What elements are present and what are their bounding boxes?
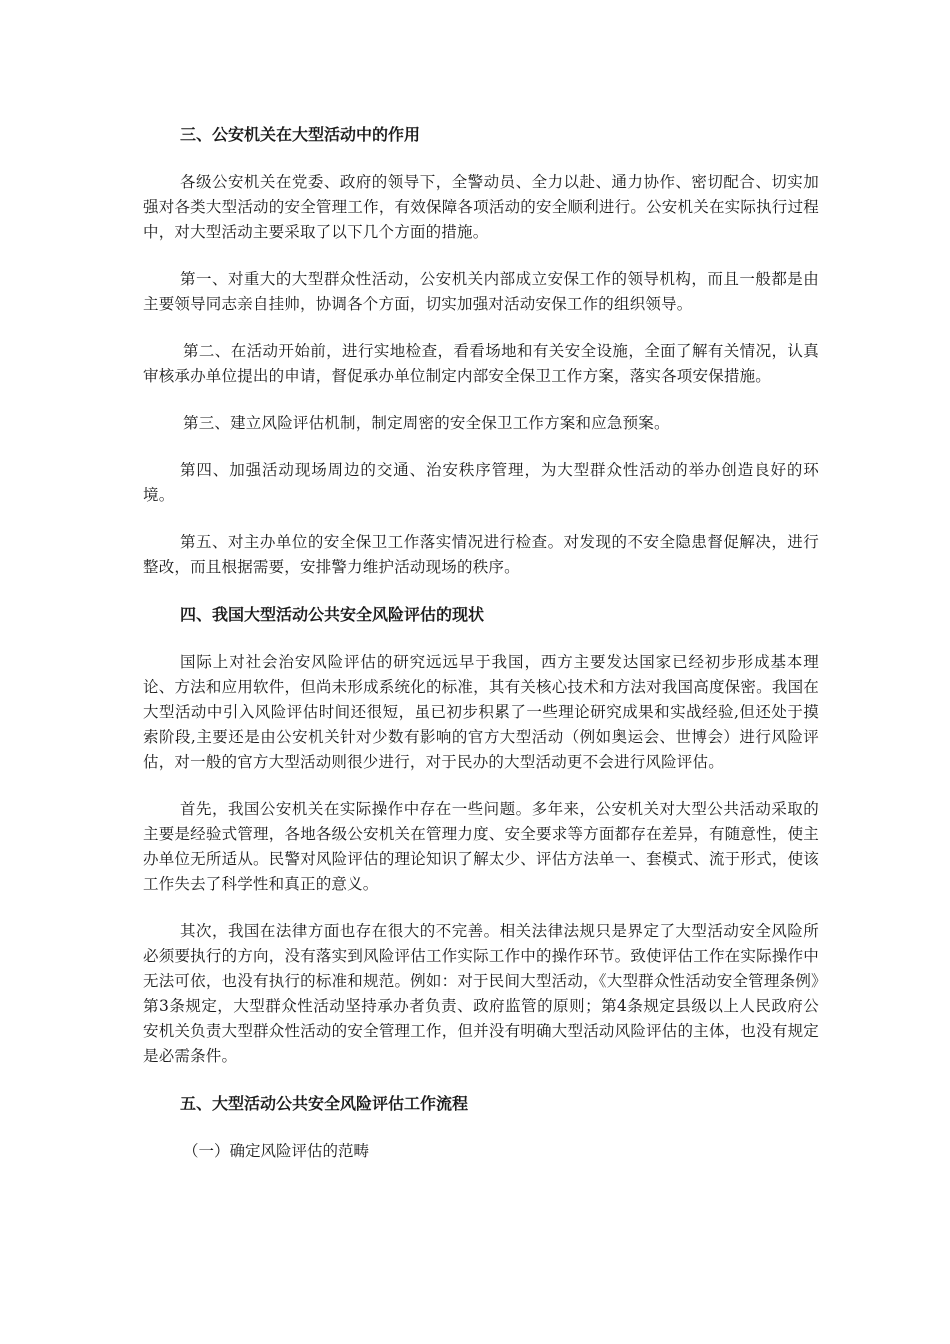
section-3-heading: 三、公安机关在大型活动中的作用 — [180, 125, 421, 144]
section-4-paragraph-2: 首先，我国公安机关在实际操作中存在一些问题。多年来，公安机关对大型公共活动采取的主要是经验式管理，各地各级公安机关在管理力度、安全要求等方面都存在差异，有随意性，使主办单位无所适从。民警对风险评估的理论知识了解太少、评估方法单一、套模式、流于形式，使该工作失去了科学性和真正的意义。 — [143, 800, 819, 893]
section-3-paragraph-5: 第四、加强活动现场周边的交通、治安秩序管理，为大型群众性活动的举办创造良好的环境。 — [143, 461, 819, 504]
section-4-paragraph-3: 其次，我国在法律方面也存在很大的不完善。相关法律法规只是界定了大型活动安全风险所必须要执行的方向，没有落实到风险评估工作实际工作中的操作环节。致使评估工作在实际操作中无法可依，也没有执行的标准和规范。例如：对于民间大型活动，《大型群众性活动安全管理条例》第3条规定，大型群众性活动坚持承办者负责、政府监管的原则；第4条规定县级以上人民政府公安机关负责大型群众性活动的安全管理工作，但并没有明确大型活动风险评估的主体，也没有规定是必需条件。 — [143, 922, 819, 1065]
section-3-paragraph-4: 第三、建立风险评估机制，制定周密的安全保卫工作方案和应急预案。 — [183, 414, 670, 432]
section-3-paragraph-2: 第一、对重大的大型群众性活动，公安机关内部成立安保工作的领导机构，而且一般都是由主要领导同志亲自挂帅，协调各个方面，切实加强对活动安保工作的组织领导。 — [143, 270, 819, 313]
section-3-paragraph-6: 第五、对主办单位的安全保卫工作落实情况进行检查。对发现的不安全隐患督促解决，进行整改，而且根据需要，安排警力维护活动现场的秩序。 — [143, 533, 819, 576]
section-5-heading: 五、大型活动公共安全风险评估工作流程 — [180, 1094, 469, 1113]
section-3-paragraph-1: 各级公安机关在党委、政府的领导下，全警动员、全力以赴、通力协作、密切配合、切实加强对各类大型活动的安全管理工作，有效保障各项活动的安全顺利进行。公安机关在实际执行过程中，对大型活动主要采取了以下几个方面的措施。 — [143, 173, 819, 241]
section-4-paragraph-1: 国际上对社会治安风险评估的研究远远早于我国，西方主要发达国家已经初步形成基本理论、方法和应用软件，但尚未形成系统化的标准，其有关核心技术和方法对我国高度保密。我国在大型活动中引入风险评估时间还很短，虽已初步积累了一些理论研究成果和实战经验,但还处于摸索阶段,主要还是由公安机关针对少数有影响的官方大型活动（例如奥运会、世博会）进行风险评估，对一般的官方大型活动则很少进行，对于民办的大型活动更不会进行风险评估。 — [143, 653, 819, 771]
document-body — [143, 122, 819, 1164]
section-3-paragraph-3: 第二、在活动开始前，进行实地检查，看看场地和有关安全设施，全面了解有关情况，认真审核承办单位提出的申请，督促承办单位制定内部安全保卫工作方案，落实各项安保措施。 — [143, 342, 819, 385]
section-4-heading: 四、我国大型活动公共安全风险评估的现状 — [180, 605, 485, 624]
section-5-subheading: （一）确定风险评估的范畴 — [183, 1142, 370, 1160]
